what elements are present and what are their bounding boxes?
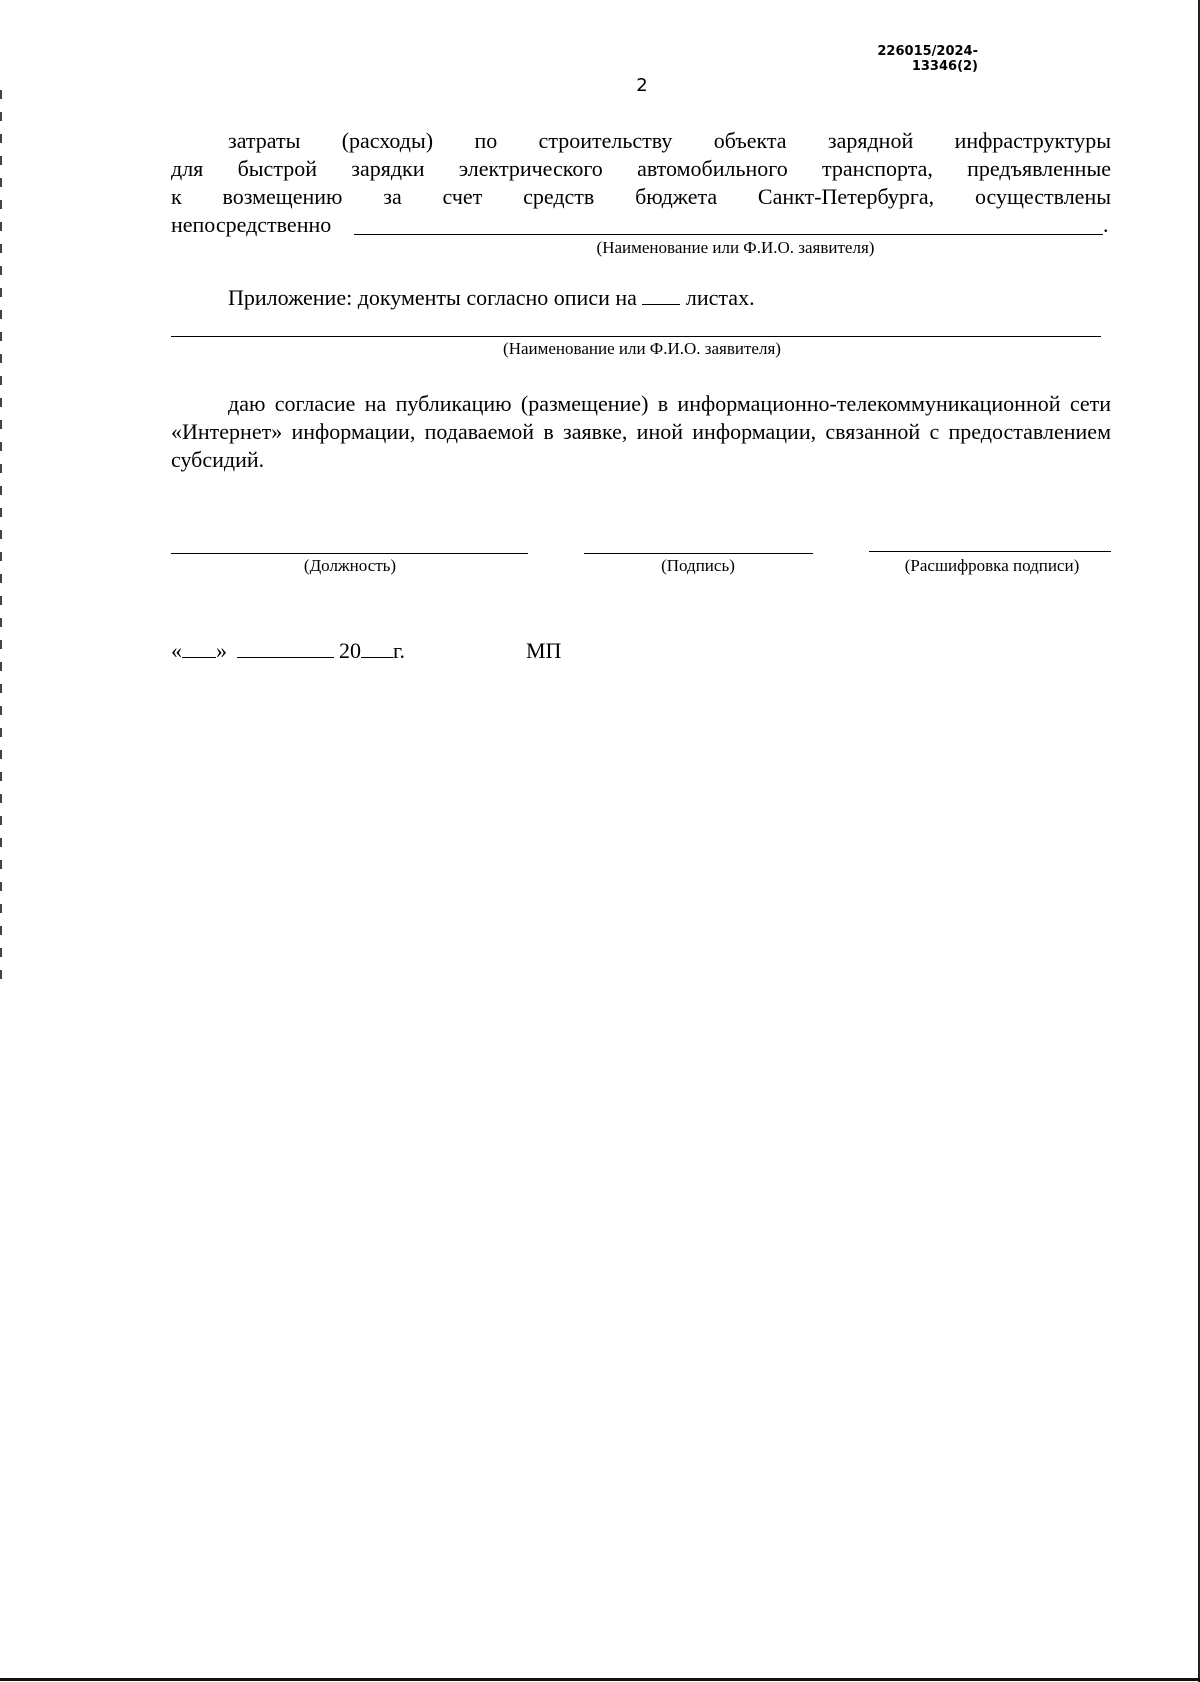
date-line (171, 637, 405, 665)
applicant-name-caption-2: (Наименование или Ф.И.О. заявителя) (503, 339, 781, 358)
attachment-suffix: листах. (685, 285, 755, 310)
consent-paragraph: даю согласие на публикацию (размещение) в информационно-телекоммуникационной сети «Интернет» информации, подаваемой в заявке, иной информации, связанной с предоставлением субсидий. (171, 391, 1111, 472)
statement-period: . (1103, 212, 1109, 237)
sheet-count-field[interactable] (642, 284, 680, 305)
statement-line-4: непосредственно (171, 212, 332, 237)
statement-line-1: затраты (расходы) по строительству объекта зарядной инфраструктуры (228, 128, 1111, 153)
scan-edge-bottom (0, 1678, 1200, 1681)
signature-decoding-line[interactable] (869, 551, 1111, 552)
signature-decoding-caption: (Расшифровка подписи) (904, 556, 1080, 575)
signature-caption: (Подпись) (661, 556, 735, 575)
stamp-place: МП (526, 638, 562, 663)
month-field[interactable] (237, 637, 334, 658)
scan-edge-left (0, 90, 2, 990)
day-field[interactable] (182, 637, 216, 658)
applicant-name-field[interactable] (354, 234, 1103, 235)
applicant-name-caption: (Наименование или Ф.И.О. заявителя) (596, 238, 875, 257)
page-number: 2 (636, 75, 648, 96)
attachment-line (228, 284, 755, 312)
position-line[interactable] (171, 553, 528, 554)
applicant-name-line[interactable] (171, 336, 1101, 337)
date-close-quote: » (216, 638, 227, 663)
document-number: 226015/2024-13346(2) (877, 44, 978, 74)
attachment-prefix: Приложение: документы согласно описи на (228, 285, 637, 310)
year-field[interactable] (361, 637, 393, 658)
position-caption: (Должность) (303, 556, 397, 575)
signature-line[interactable] (584, 553, 813, 554)
statement-line-3: к возмещению за счет средств бюджета Санкт-Петербурга, осуществлены (171, 184, 1111, 209)
date-open-quote: « (171, 638, 182, 663)
date-century: 20 (339, 638, 361, 663)
statement-line-2: для быстрой зарядки электрического автомобильного транспорта, предъявленные (171, 156, 1111, 181)
date-year-suffix: г. (393, 638, 406, 663)
